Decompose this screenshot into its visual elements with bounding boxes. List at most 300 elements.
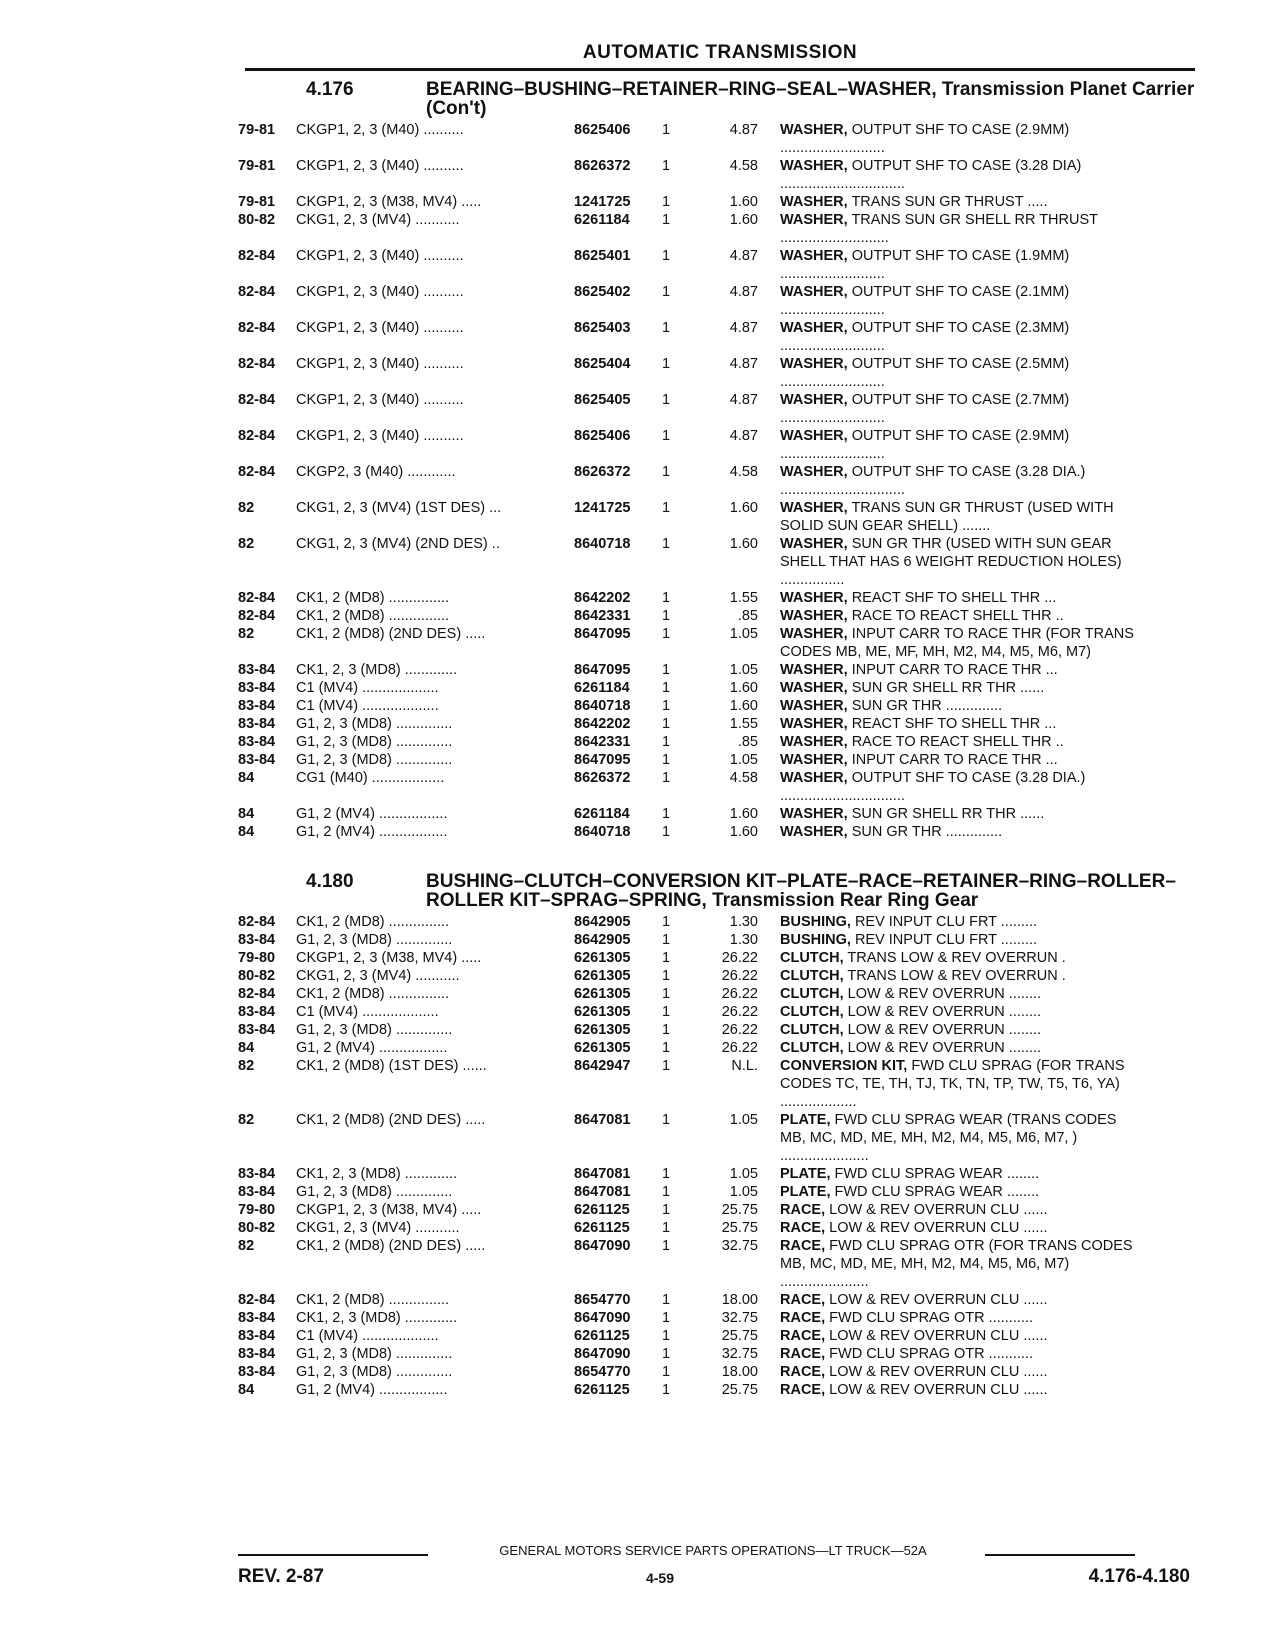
description-cell xyxy=(780,625,1146,661)
models-cell: C1 (MV4) ................... xyxy=(296,1328,439,1344)
part-number-cell: 6261184 xyxy=(574,680,630,696)
price-cell: 1.30 xyxy=(729,932,758,948)
footer-revision: REV. 2-87 xyxy=(238,1566,324,1587)
year-cell: 82-84 xyxy=(238,608,276,624)
price-cell: 26.22 xyxy=(721,1004,758,1020)
part-number-cell: 8625403 xyxy=(574,320,631,336)
models-cell: CKG1, 2, 3 (MV4) (1ST DES) ... xyxy=(296,500,502,516)
models-cell: G1, 2 (MV4) ................. xyxy=(296,1382,448,1398)
quantity-cell: 1 xyxy=(662,1184,671,1200)
price-cell: 26.22 xyxy=(721,950,758,966)
item-name: CONVERSION KIT, xyxy=(780,1058,908,1074)
description-cell xyxy=(780,1057,1146,1111)
models-cell: CK1, 2, 3 (MD8) ............. xyxy=(296,1166,458,1182)
part-number-cell: 6261125 xyxy=(574,1220,630,1236)
part-row xyxy=(238,1381,1198,1399)
description-cell xyxy=(780,697,1146,715)
year-cell: 84 xyxy=(238,824,255,840)
quantity-cell: 1 xyxy=(662,248,671,264)
description-cell xyxy=(780,193,1146,211)
year-cell: 83-84 xyxy=(238,1166,276,1182)
part-row xyxy=(238,1057,1198,1111)
year-cell: 79-81 xyxy=(238,122,276,138)
item-description: INPUT CARR TO RACE THR ... xyxy=(851,662,1058,678)
quantity-cell: 1 xyxy=(662,680,671,696)
part-number-cell: 8647081 xyxy=(574,1166,631,1182)
description-cell xyxy=(780,805,1146,823)
description-cell xyxy=(780,949,1146,967)
models-cell: C1 (MV4) ................... xyxy=(296,698,439,714)
part-number-cell: 8625406 xyxy=(574,428,631,444)
item-description: LOW & REV OVERRUN ........ xyxy=(847,1004,1042,1020)
year-cell: 82-84 xyxy=(238,248,276,264)
price-cell: 32.75 xyxy=(721,1346,758,1362)
models-cell: CKG1, 2, 3 (MV4) ........... xyxy=(296,212,460,228)
year-cell: 82-84 xyxy=(238,914,276,930)
item-description: OUTPUT SHF TO CASE (2.1MM) .......................... xyxy=(780,284,1070,318)
page-header-title: AUTOMATIC TRANSMISSION xyxy=(582,42,858,63)
year-cell: 82-84 xyxy=(238,464,276,480)
models-cell: CKGP2, 3 (M40) ............ xyxy=(296,464,456,480)
models-cell: CK1, 2 (MD8) (2ND DES) ..... xyxy=(296,1112,486,1128)
description-cell xyxy=(780,463,1146,499)
price-cell: 4.58 xyxy=(729,158,758,174)
item-name: WASHER, xyxy=(780,392,848,408)
models-cell: CKGP1, 2, 3 (M40) .......... xyxy=(296,392,464,408)
section-number: 4.180 xyxy=(306,871,354,892)
models-cell: CKG1, 2, 3 (MV4) (2ND DES) .. xyxy=(296,536,500,552)
year-cell: 82 xyxy=(238,1112,255,1128)
quantity-cell: 1 xyxy=(662,320,671,336)
item-description: FWD CLU SPRAG OTR ........... xyxy=(829,1310,1033,1326)
item-name: PLATE, xyxy=(780,1184,831,1200)
description-cell xyxy=(780,283,1146,319)
description-cell xyxy=(780,1165,1146,1183)
quantity-cell: 1 xyxy=(662,950,671,966)
quantity-cell: 1 xyxy=(662,428,671,444)
price-cell: 1.60 xyxy=(729,806,758,822)
year-cell: 80-82 xyxy=(238,1220,276,1236)
description-cell xyxy=(780,985,1146,1003)
models-cell: CKGP1, 2, 3 (M40) .......... xyxy=(296,248,464,264)
footer-publisher: GENERAL MOTORS SERVICE PARTS OPERATIONS—LT TRUCK—52A xyxy=(499,1543,927,1558)
price-cell: 1.60 xyxy=(729,194,758,210)
year-cell: 83-84 xyxy=(238,1310,276,1326)
quantity-cell: 1 xyxy=(662,1382,671,1398)
description-cell xyxy=(780,1183,1146,1201)
part-number-cell: 8625405 xyxy=(574,392,631,408)
description-cell xyxy=(780,1345,1146,1363)
description-cell xyxy=(780,391,1146,427)
part-row xyxy=(238,823,1198,841)
year-cell: 83-84 xyxy=(238,1184,276,1200)
models-cell: G1, 2, 3 (MD8) .............. xyxy=(296,716,453,732)
item-name: CLUTCH, xyxy=(780,950,844,966)
part-row xyxy=(238,589,1198,607)
quantity-cell: 1 xyxy=(662,824,671,840)
item-description: TRANS LOW & REV OVERRUN . xyxy=(847,950,1066,966)
models-cell: CK1, 2 (MD8) ............... xyxy=(296,1292,450,1308)
quantity-cell: 1 xyxy=(662,1058,671,1074)
part-number-cell: 8647090 xyxy=(574,1238,631,1254)
item-description: REV INPUT CLU FRT ......... xyxy=(854,914,1038,930)
price-cell: 1.60 xyxy=(729,824,758,840)
section-title: BEARING–BUSHING–RETAINER–RING–SEAL–WASHER, Transmission Planet Carrier (Con't) xyxy=(426,79,1195,119)
models-cell: CK1, 2 (MD8) (2ND DES) ..... xyxy=(296,1238,486,1254)
part-number-cell: 1241725 xyxy=(574,500,631,516)
item-name: WASHER, xyxy=(780,806,848,822)
year-cell: 82-84 xyxy=(238,356,276,372)
section-number: 4.176 xyxy=(306,79,354,100)
quantity-cell: 1 xyxy=(662,986,671,1002)
part-number-cell: 8647090 xyxy=(574,1346,631,1362)
part-number-cell: 6261305 xyxy=(574,968,631,984)
models-cell: CKG1, 2, 3 (MV4) ........... xyxy=(296,968,460,984)
year-cell: 79-81 xyxy=(238,194,276,210)
description-cell xyxy=(780,589,1146,607)
quantity-cell: 1 xyxy=(662,1328,671,1344)
year-cell: 82-84 xyxy=(238,986,276,1002)
item-description: SUN GR SHELL RR THR ...... xyxy=(851,806,1045,822)
year-cell: 84 xyxy=(238,1382,255,1398)
description-cell xyxy=(780,931,1146,949)
year-cell: 84 xyxy=(238,806,255,822)
price-cell: 1.05 xyxy=(729,1112,758,1128)
price-cell: 26.22 xyxy=(721,968,758,984)
price-cell: 1.05 xyxy=(729,662,758,678)
price-cell: 25.75 xyxy=(721,1202,758,1218)
part-row xyxy=(238,1165,1198,1183)
price-cell: 32.75 xyxy=(721,1238,758,1254)
item-description: FWD CLU SPRAG OTR ........... xyxy=(829,1346,1033,1362)
year-cell: 83-84 xyxy=(238,752,276,768)
year-cell: 83-84 xyxy=(238,698,276,714)
price-cell: 18.00 xyxy=(721,1364,758,1380)
part-row xyxy=(238,949,1198,967)
item-name: WASHER, xyxy=(780,284,848,300)
description-cell xyxy=(780,913,1146,931)
part-number-cell: 6261125 xyxy=(574,1328,630,1344)
part-row xyxy=(238,607,1198,625)
year-cell: 82 xyxy=(238,536,255,552)
quantity-cell: 1 xyxy=(662,662,671,678)
part-number-cell: 8647095 xyxy=(574,626,631,642)
description-cell xyxy=(780,535,1146,589)
part-row xyxy=(238,1327,1198,1345)
item-name: RACE, xyxy=(780,1202,826,1218)
price-cell: 1.30 xyxy=(729,914,758,930)
price-cell: 1.05 xyxy=(729,626,758,642)
description-cell xyxy=(780,1381,1146,1399)
part-row xyxy=(238,985,1198,1003)
models-cell: G1, 2, 3 (MD8) .............. xyxy=(296,1022,453,1038)
section-4-180 xyxy=(238,872,1198,1399)
part-row xyxy=(238,967,1198,985)
part-row xyxy=(238,1237,1198,1291)
quantity-cell: 1 xyxy=(662,1292,671,1308)
item-name: RACE, xyxy=(780,1292,826,1308)
item-description: REV INPUT CLU FRT ......... xyxy=(854,932,1038,948)
description-cell xyxy=(780,1327,1146,1345)
quantity-cell: 1 xyxy=(662,590,671,606)
quantity-cell: 1 xyxy=(662,914,671,930)
description-cell xyxy=(780,319,1146,355)
part-row xyxy=(238,1219,1198,1237)
part-row xyxy=(238,427,1198,463)
part-number-cell: 1241725 xyxy=(574,194,631,210)
part-row xyxy=(238,121,1198,157)
item-description: FWD CLU SPRAG WEAR ........ xyxy=(834,1166,1040,1182)
item-name: WASHER, xyxy=(780,536,848,552)
item-description: FWD CLU SPRAG WEAR ........ xyxy=(834,1184,1040,1200)
item-name: CLUTCH, xyxy=(780,1040,844,1056)
part-number-cell: 8647081 xyxy=(574,1184,631,1200)
part-number-cell: 8642905 xyxy=(574,932,631,948)
price-cell: 1.05 xyxy=(729,1184,758,1200)
quantity-cell: 1 xyxy=(662,968,671,984)
year-cell: 83-84 xyxy=(238,1364,276,1380)
year-cell: 82-84 xyxy=(238,428,276,444)
item-description: SUN GR SHELL RR THR ...... xyxy=(851,680,1045,696)
models-cell: CK1, 2 (MD8) ............... xyxy=(296,986,450,1002)
item-description: LOW & REV OVERRUN CLU ...... xyxy=(829,1202,1048,1218)
part-row xyxy=(238,1039,1198,1057)
part-row xyxy=(238,1201,1198,1219)
quantity-cell: 1 xyxy=(662,734,671,750)
item-description: TRANS SUN GR THRUST (USED WITH SOLID SUN GEAR SHELL) ....... xyxy=(780,500,1114,534)
item-name: RACE, xyxy=(780,1220,826,1236)
models-cell: CKGP1, 2, 3 (M38, MV4) ..... xyxy=(296,1202,482,1218)
models-cell: CKGP1, 2, 3 (M40) .......... xyxy=(296,428,464,444)
models-cell: CK1, 2 (MD8) (2ND DES) ..... xyxy=(296,626,486,642)
part-number-cell: 8647095 xyxy=(574,752,631,768)
models-cell: CKG1, 2, 3 (MV4) ........... xyxy=(296,1220,460,1236)
models-cell: CKGP1, 2, 3 (M40) .......... xyxy=(296,158,464,174)
description-cell xyxy=(780,1291,1146,1309)
price-cell: 1.60 xyxy=(729,698,758,714)
part-row xyxy=(238,193,1198,211)
part-row xyxy=(238,319,1198,355)
parts-list xyxy=(238,913,1198,1399)
part-row xyxy=(238,355,1198,391)
price-cell: 4.87 xyxy=(729,248,758,264)
description-cell xyxy=(780,967,1146,985)
part-number-cell: 8642331 xyxy=(574,734,631,750)
quantity-cell: 1 xyxy=(662,698,671,714)
item-description: SUN GR THR .............. xyxy=(851,824,1003,840)
price-cell: 18.00 xyxy=(721,1292,758,1308)
part-number-cell: 6261125 xyxy=(574,1202,630,1218)
item-name: WASHER, xyxy=(780,320,848,336)
quantity-cell: 1 xyxy=(662,1238,671,1254)
item-description: LOW & REV OVERRUN CLU ...... xyxy=(829,1220,1048,1236)
models-cell: G1, 2, 3 (MD8) .............. xyxy=(296,1364,453,1380)
part-row xyxy=(238,535,1198,589)
price-cell: 25.75 xyxy=(721,1382,758,1398)
description-cell xyxy=(780,661,1146,679)
models-cell: CK1, 2 (MD8) ............... xyxy=(296,590,450,606)
quantity-cell: 1 xyxy=(662,356,671,372)
models-cell: CK1, 2, 3 (MD8) ............. xyxy=(296,1310,458,1326)
year-cell: 82-84 xyxy=(238,590,276,606)
item-name: WASHER, xyxy=(780,356,848,372)
models-cell: G1, 2, 3 (MD8) .............. xyxy=(296,1346,453,1362)
part-row xyxy=(238,805,1198,823)
models-cell: CKGP1, 2, 3 (M38, MV4) ..... xyxy=(296,194,482,210)
item-name: RACE, xyxy=(780,1364,826,1380)
description-cell xyxy=(780,769,1146,805)
price-cell: 1.60 xyxy=(729,536,758,552)
item-description: LOW & REV OVERRUN CLU ...... xyxy=(829,1292,1048,1308)
item-description: RACE TO REACT SHELL THR .. xyxy=(851,608,1064,624)
item-description: OUTPUT SHF TO CASE (2.9MM) .......................... xyxy=(780,122,1070,156)
price-cell: 4.58 xyxy=(729,770,758,786)
item-description: FWD CLU SPRAG OTR (FOR TRANS CODES MB, MC, MD, ME, MH, M2, M4, M5, M6, M7) ...................... xyxy=(780,1238,1133,1290)
year-cell: 84 xyxy=(238,770,255,786)
part-row xyxy=(238,1021,1198,1039)
part-row xyxy=(238,931,1198,949)
year-cell: 80-82 xyxy=(238,968,276,984)
description-cell xyxy=(780,1219,1146,1237)
part-row xyxy=(238,1003,1198,1021)
models-cell: CKGP1, 2, 3 (M40) .......... xyxy=(296,284,464,300)
part-row xyxy=(238,733,1198,751)
item-name: WASHER, xyxy=(780,212,848,228)
item-name: WASHER, xyxy=(780,734,848,750)
part-number-cell: 8647090 xyxy=(574,1310,631,1326)
quantity-cell: 1 xyxy=(662,392,671,408)
description-cell xyxy=(780,1363,1146,1381)
quantity-cell: 1 xyxy=(662,284,671,300)
description-cell xyxy=(780,1003,1146,1021)
models-cell: CK1, 2, 3 (MD8) ............. xyxy=(296,662,458,678)
item-name: RACE, xyxy=(780,1382,826,1398)
quantity-cell: 1 xyxy=(662,1112,671,1128)
models-cell: G1, 2, 3 (MD8) .............. xyxy=(296,1184,453,1200)
part-row xyxy=(238,1309,1198,1327)
models-cell: G1, 2, 3 (MD8) .............. xyxy=(296,752,453,768)
part-number-cell: 6261305 xyxy=(574,950,631,966)
item-name: PLATE, xyxy=(780,1166,831,1182)
part-row xyxy=(238,391,1198,427)
models-cell: CKGP1, 2, 3 (M40) .......... xyxy=(296,122,464,138)
item-description: REACT SHF TO SHELL THR ... xyxy=(851,590,1057,606)
item-name: RACE, xyxy=(780,1346,826,1362)
item-description: OUTPUT SHF TO CASE (3.28 DIA.) ............................... xyxy=(780,770,1086,804)
section-heading xyxy=(238,80,1198,118)
quantity-cell: 1 xyxy=(662,716,671,732)
item-description: OUTPUT SHF TO CASE (2.3MM) .......................... xyxy=(780,320,1070,354)
price-cell: 4.87 xyxy=(729,122,758,138)
item-description: RACE TO REACT SHELL THR .. xyxy=(851,734,1064,750)
description-cell xyxy=(780,1111,1146,1165)
part-number-cell: 8640718 xyxy=(574,698,631,714)
quantity-cell: 1 xyxy=(662,1004,671,1020)
quantity-cell: 1 xyxy=(662,1022,671,1038)
item-description: LOW & REV OVERRUN CLU ...... xyxy=(829,1382,1048,1398)
part-number-cell: 8626372 xyxy=(574,770,631,786)
item-name: WASHER, xyxy=(780,824,848,840)
item-name: WASHER, xyxy=(780,590,848,606)
part-row xyxy=(238,1183,1198,1201)
description-cell xyxy=(780,157,1146,193)
price-cell: 1.60 xyxy=(729,212,758,228)
part-number-cell: 8642331 xyxy=(574,608,631,624)
price-cell: 32.75 xyxy=(721,1310,758,1326)
part-row xyxy=(238,679,1198,697)
year-cell: 83-84 xyxy=(238,662,276,678)
item-description: FWD CLU SPRAG WEAR (TRANS CODES MB, MC, MD, ME, MH, M2, M4, M5, M6, M7, ) ...................... xyxy=(780,1112,1117,1164)
part-number-cell: 6261305 xyxy=(574,1040,631,1056)
price-cell: 4.87 xyxy=(729,392,758,408)
part-number-cell: 8654770 xyxy=(574,1364,631,1380)
part-number-cell: 8625406 xyxy=(574,122,631,138)
year-cell: 83-84 xyxy=(238,1328,276,1344)
item-name: WASHER, xyxy=(780,770,848,786)
part-number-cell: 8647095 xyxy=(574,662,631,678)
price-cell: 25.75 xyxy=(721,1220,758,1236)
price-cell: 26.22 xyxy=(721,1040,758,1056)
item-description: OUTPUT SHF TO CASE (2.7MM) .......................... xyxy=(780,392,1070,426)
year-cell: 83-84 xyxy=(238,680,276,696)
price-cell: 4.87 xyxy=(729,320,758,336)
models-cell: G1, 2 (MV4) ................. xyxy=(296,824,448,840)
description-cell xyxy=(780,751,1146,769)
part-number-cell: 8626372 xyxy=(574,464,631,480)
description-cell xyxy=(780,427,1146,463)
models-cell: C1 (MV4) ................... xyxy=(296,1004,439,1020)
item-name: WASHER, xyxy=(780,752,848,768)
part-number-cell: 8625404 xyxy=(574,356,631,372)
part-row xyxy=(238,769,1198,805)
item-name: WASHER, xyxy=(780,608,848,624)
part-row xyxy=(238,463,1198,499)
quantity-cell: 1 xyxy=(662,1346,671,1362)
description-cell xyxy=(780,211,1146,247)
part-number-cell: 6261184 xyxy=(574,212,630,228)
part-row xyxy=(238,913,1198,931)
models-cell: G1, 2 (MV4) ................. xyxy=(296,1040,448,1056)
part-number-cell: 6261125 xyxy=(574,1382,630,1398)
item-description: LOW & REV OVERRUN ........ xyxy=(847,1022,1042,1038)
part-row xyxy=(238,715,1198,733)
year-cell: 82-84 xyxy=(238,392,276,408)
price-cell: 4.87 xyxy=(729,428,758,444)
year-cell: 83-84 xyxy=(238,1346,276,1362)
price-cell: 4.87 xyxy=(729,284,758,300)
part-number-cell: 6261305 xyxy=(574,1022,631,1038)
price-cell: 1.05 xyxy=(729,1166,758,1182)
description-cell xyxy=(780,355,1146,391)
item-description: SUN GR THR (USED WITH SUN GEAR SHELL THAT HAS 6 WEIGHT REDUCTION HOLES) ................ xyxy=(780,536,1122,588)
price-cell: N.L. xyxy=(731,1058,758,1074)
description-cell xyxy=(780,121,1146,157)
quantity-cell: 1 xyxy=(662,194,671,210)
description-cell xyxy=(780,1309,1146,1327)
item-name: CLUTCH, xyxy=(780,986,844,1002)
item-name: CLUTCH, xyxy=(780,1004,844,1020)
item-name: WASHER, xyxy=(780,716,848,732)
part-number-cell: 8626372 xyxy=(574,158,631,174)
quantity-cell: 1 xyxy=(662,1202,671,1218)
item-description: OUTPUT SHF TO CASE (3.28 DIA.) ............................... xyxy=(780,464,1086,498)
item-name: BUSHING, xyxy=(780,914,851,930)
price-cell: 4.58 xyxy=(729,464,758,480)
price-cell: 25.75 xyxy=(721,1328,758,1344)
item-name: WASHER, xyxy=(780,662,848,678)
price-cell: 1.60 xyxy=(729,680,758,696)
quantity-cell: 1 xyxy=(662,122,671,138)
